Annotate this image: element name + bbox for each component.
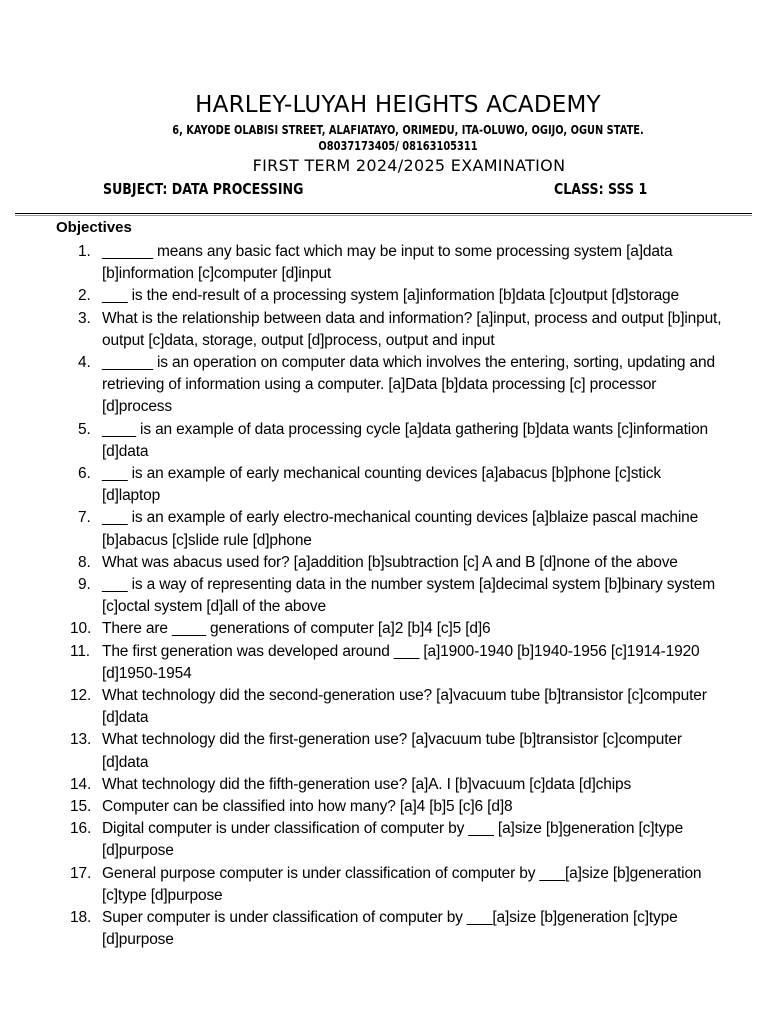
question-text: ______ is an operation on computer data which involves the entering, sorting, updating and retrieving of information using a computer. [a]Data [b]data processing [c] processor [d]process — [102, 354, 715, 416]
question-text: The first generation was developed around ___ [a]1900-1940 [b]1940-1956 [c]1914-1920 [d]1950-1954 — [102, 642, 700, 682]
question-text: What was abacus used for? [a]addition [b]subtraction [c] A and B [d]none of the above — [102, 553, 678, 571]
question-item — [0, 308, 722, 352]
question-list — [0, 241, 768, 952]
school-address: 6, KAYODE OLABISI STREET, ALAFIATAYO, ORIMEDU, ITA-OLUWO, OGIJO, OGUN STATE. — [172, 123, 644, 137]
question-number: 3. — [78, 309, 91, 327]
question-number: 5. — [78, 420, 91, 438]
question-number: 18. — [70, 909, 92, 927]
question-number: 6. — [78, 465, 91, 483]
question-item — [0, 618, 722, 640]
question-item — [0, 774, 722, 796]
question-item — [0, 574, 722, 618]
question-item — [0, 907, 722, 951]
question-number: 15. — [70, 798, 92, 816]
question-text: Digital computer is under classification of computer by ___ [a]size [b]generation [c]type [d]purpose — [102, 820, 684, 860]
question-text: What technology did the second-generation use? [a]vacuum tube [b]transistor [c]computer [d]data — [102, 687, 707, 727]
question-item — [0, 818, 722, 862]
exam-title: FIRST TERM 2024/2025 EXAMINATION — [252, 156, 566, 175]
question-item — [0, 552, 722, 574]
question-number: 9. — [78, 576, 91, 594]
question-text: What technology did the fifth-generation use? [a]A. I [b]vacuum [c]data [d]chips — [102, 775, 632, 793]
question-text: ___ is an example of early mechanical counting devices [a]abacus [b]phone [c]stick [d]laptop — [102, 465, 661, 505]
question-item — [0, 241, 722, 285]
school-phone: O8037173405/ 08163105311 — [318, 139, 478, 153]
question-number: 10. — [70, 620, 92, 638]
question-text: ___ is a way of representing data in the number system [a]decimal system [b]binary system [c]octal system [d]all of the above — [102, 576, 715, 616]
question-number: 13. — [70, 731, 92, 749]
question-number: 16. — [70, 820, 92, 838]
header-divider-shadow — [15, 215, 752, 216]
question-number: 4. — [78, 354, 91, 372]
question-number: 7. — [78, 509, 91, 527]
question-number: 14. — [70, 775, 92, 793]
question-text: There are ____ generations of computer [a]2 [b]4 [c]5 [d]6 — [102, 620, 491, 638]
question-text: What is the relationship between data and information? [a]input, process and output [b]input, output [c]data, storage, output [d]process, output and input — [102, 309, 722, 349]
question-text: ______ means any basic fact which may be input to some processing system [a]data [b]information [c]computer [d]input — [102, 243, 673, 283]
school-name: HARLEY-LUYAH HEIGHTS ACADEMY — [195, 92, 601, 118]
question-text: ___ is an example of early electro-mechanical counting devices [a]blaize pascal machine [b]abacus [c]slide rule [d]phone — [102, 509, 699, 549]
question-item — [0, 507, 722, 551]
question-number: 17. — [70, 864, 92, 882]
question-item — [0, 685, 722, 729]
subject-label: SUBJECT: DATA PROCESSING — [103, 180, 304, 198]
question-text: General purpose computer is under classification of computer by ___[a]size [b]generation [c]type [d]purpose — [102, 864, 702, 904]
question-text: Computer can be classified into how many? [a]4 [b]5 [c]6 [d]8 — [102, 798, 513, 816]
question-item — [0, 796, 722, 818]
question-item — [0, 729, 722, 773]
question-number: 12. — [70, 687, 92, 705]
question-text: ____ is an example of data processing cycle [a]data gathering [b]data wants [c]information [d]data — [102, 420, 709, 460]
question-text: Super computer is under classification of computer by ___[a]size [b]generation [c]type [d]purpose — [102, 909, 678, 949]
question-item — [0, 285, 722, 307]
class-label: CLASS: SSS 1 — [554, 180, 648, 198]
question-number: 2. — [78, 287, 91, 305]
section-title: Objectives — [56, 219, 132, 236]
question-number: 11. — [70, 642, 90, 660]
question-item — [0, 641, 722, 685]
question-item — [0, 352, 722, 419]
question-item — [0, 419, 722, 463]
question-text: What technology did the first-generation use? [a]vacuum tube [b]transistor [c]computer [d]data — [102, 731, 682, 771]
question-number: 1. — [78, 243, 91, 260]
header-divider — [15, 213, 752, 214]
question-item — [0, 463, 722, 507]
question-text: ___ is the end-result of a processing system [a]information [b]data [c]output [d]storage — [102, 287, 679, 305]
question-number: 8. — [78, 553, 91, 571]
question-item — [0, 863, 722, 907]
